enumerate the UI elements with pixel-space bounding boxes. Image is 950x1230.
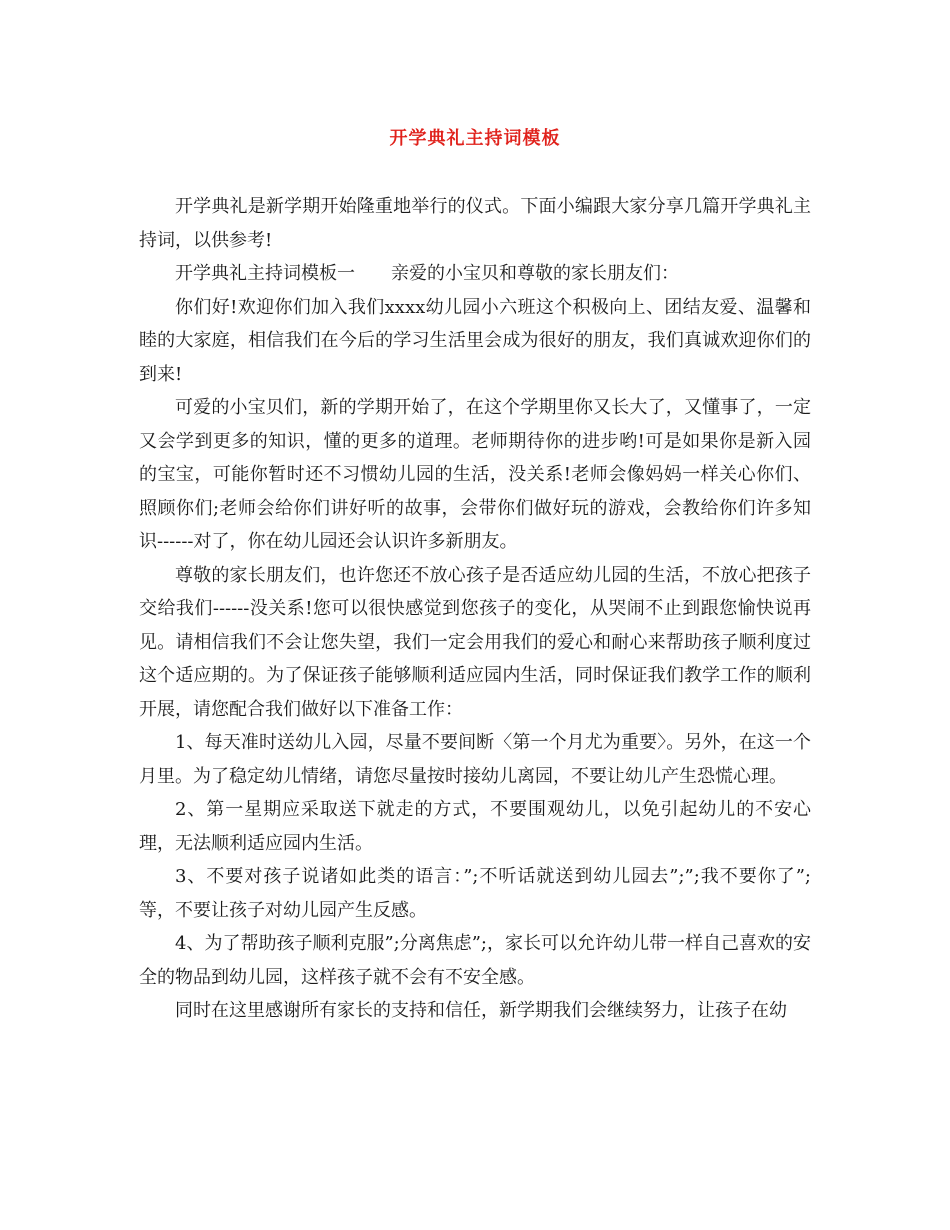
document-body [139,190,811,1028]
paragraph-item-4: 4、为了帮助孩子顺利克服”;分离焦虑”;，家长可以允许幼儿带一样自己喜欢的安全的物品到幼儿园，这样孩子就不会有不安全感。 [139,933,811,988]
document-title: 开学典礼主持词模板 [389,128,561,149]
paragraph-item-3: 3、不要对孩子说诸如此类的语言：”;不听话就送到幼儿园去”;”;我不要你了”;等，不要让孩子对幼儿园产生反感。 [139,866,811,921]
paragraph-item-2: 2、第一星期应采取送下就走的方式，不要围观幼儿，以免引起幼儿的不安心理，无法顺利适应园内生活。 [139,799,811,854]
paragraph-to-parents: 尊敬的家长朋友们，也许您还不放心孩子是否适应幼儿园的生活，不放心把孩子交给我们------没关系!您可以很快感觉到您孩子的变化，从哭闹不止到跟您愉快说再见。请相信我们不会让您失望，我们一定会用我们的爱心和耐心来帮助孩子顺利度过这个适应期的。为了保证孩子能够顺利适应园内生活，同时保证我们教学工作的顺利开展，请您配合我们做好以下准备工作： [139,564,811,720]
paragraph-item-1: 1、每天准时送幼儿入园，尽量不要间断〈第一个月尤为重要〉。另外，在这一个月里。为了稳定幼儿情绪，请您尽量按时接幼儿离园，不要让幼儿产生恐慌心理。 [139,732,811,787]
paragraph-to-children: 可爱的小宝贝们，新的学期开始了，在这个学期里你又长大了，又懂事了，一定又会学到更多的知识，懂的更多的道理。老师期待你的进步哟!可是如果你是新入园的宝宝，可能你暂时还不习惯幼儿园的生活，没关系!老师会像妈妈一样关心你们、照顾你们;老师会给你们讲好听的故事，会带你们做好玩的游戏，会教给你们许多知识------对了，你在幼儿园还会认识许多新朋友。 [139,397,811,552]
paragraph-welcome: 你们好!欢迎你们加入我们xxxx幼儿园小六班这个积极向上、团结友爱、温馨和睦的大家庭，相信我们在今后的学习生活里会成为很好的朋友，我们真诚欢迎你们的到来! [139,296,811,385]
paragraph-closing: 同时在这里感谢所有家长的支持和信任，新学期我们会继续努力，让孩子在幼 [175,1000,787,1021]
paragraph-intro: 开学典礼是新学期开始隆重地举行的仪式。下面小编跟大家分享几篇开学典礼主持词，以供参考! [139,196,811,251]
paragraph-template-heading: 开学典礼主持词模板一 亲爱的小宝贝和尊敬的家长朋友们： [175,263,679,284]
